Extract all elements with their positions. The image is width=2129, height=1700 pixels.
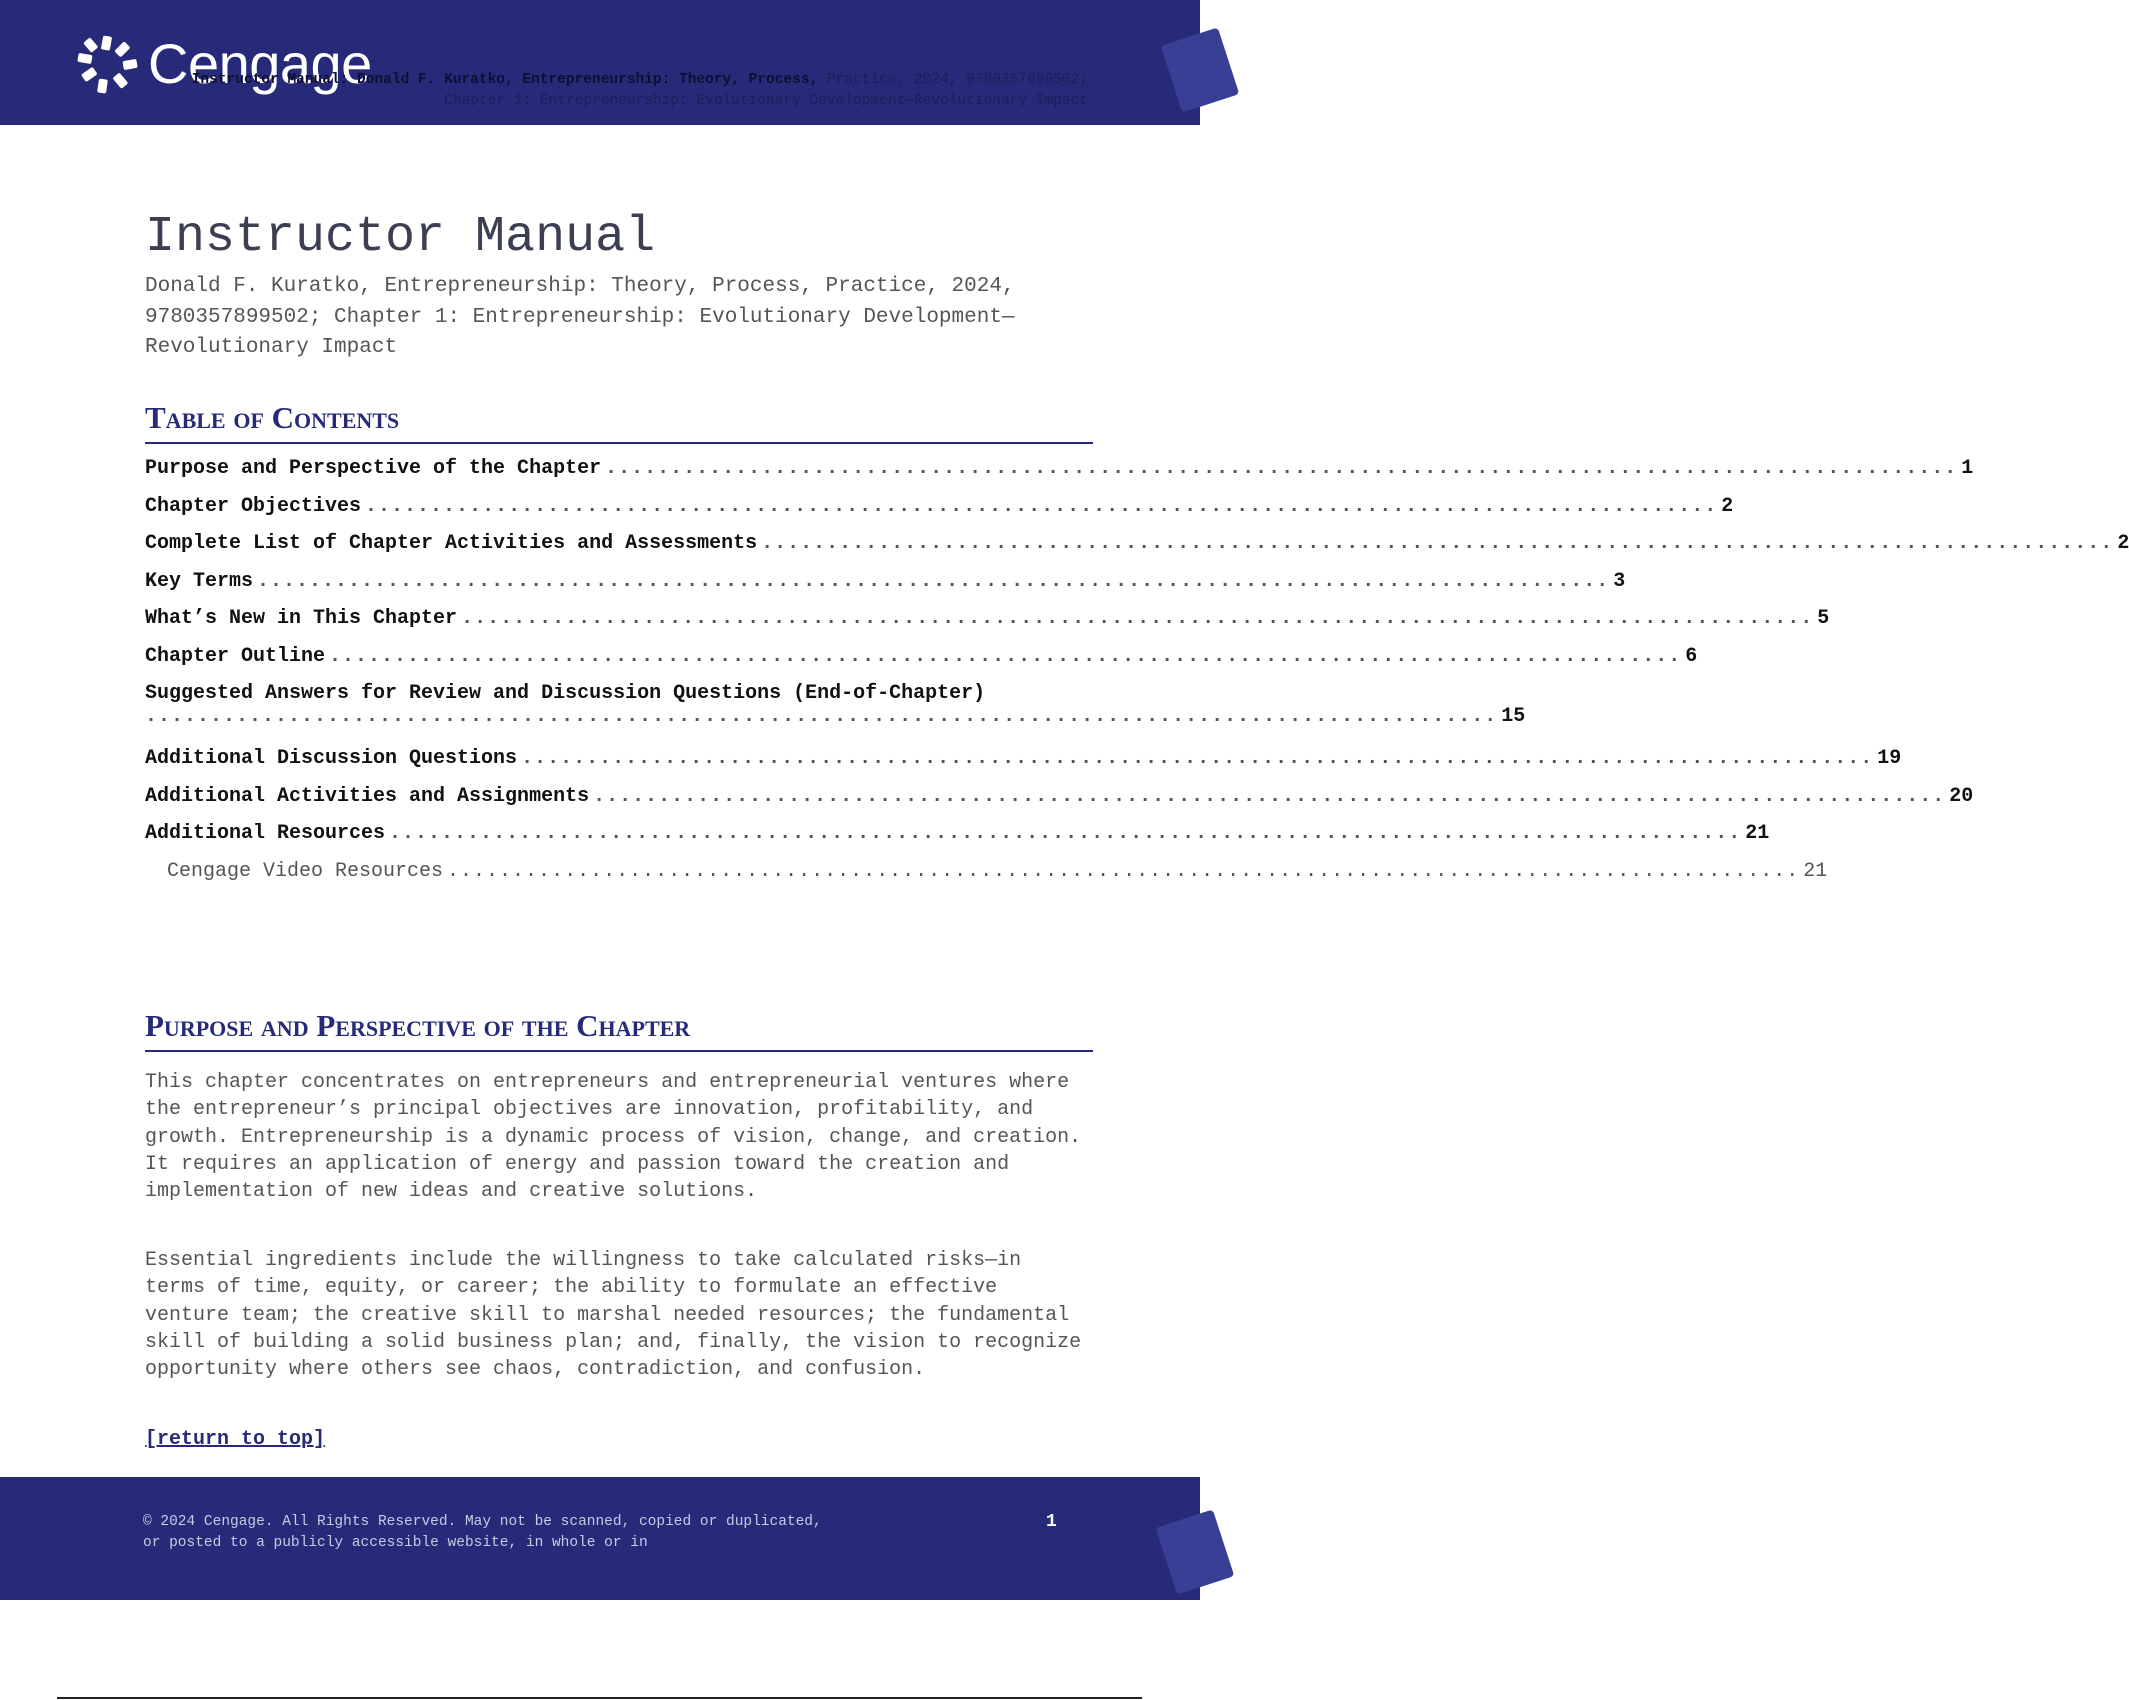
- bottom-divider: [57, 1697, 1142, 1699]
- toc-item-page: 1: [1961, 457, 1974, 480]
- toc-leader: ........................................................................................................: [145, 705, 1498, 728]
- toc-leader: ........................................................................................................: [521, 747, 1874, 770]
- toc-item-additional-resources[interactable]: [145, 822, 1770, 860]
- toc-item-activities-list[interactable]: [145, 532, 2129, 570]
- document-subtitle: Donald F. Kuratko, Entrepreneurship: Theory, Process, Practice, 2024, 9780357899502; Chapter 1: Entrepreneurship: Evolutionary Development—Revolutionary Impact: [145, 275, 1015, 359]
- toc-item-objectives[interactable]: [145, 494, 1734, 533]
- toc-item-label: Purpose and Perspective of the Chapter: [145, 457, 602, 480]
- toc-item-label: Key Terms: [145, 569, 254, 593]
- toc-item-label: Complete List of Chapter Activities and Assessments: [145, 532, 758, 555]
- page-footer: [0, 1477, 1200, 1600]
- table-of-contents: [145, 457, 2129, 897]
- toc-item-label: Cengage Video Resources: [167, 859, 444, 883]
- toc-item-video-resources[interactable]: [145, 859, 1828, 898]
- toc-item-page: 19: [1877, 747, 1902, 770]
- page-number: 1: [1046, 1512, 1057, 1532]
- return-to-top-link[interactable]: [return to top]: [145, 1428, 326, 1451]
- running-head-bold: Instructor Manual: Donald F. Kuratko, Entrepreneurship: Theory, Process,: [191, 72, 819, 88]
- brand-name: Cengage: [148, 32, 372, 95]
- toc-item-page: 6: [1685, 644, 1698, 668]
- toc-leader: ........................................................................................................: [389, 822, 1742, 845]
- toc-item-page: 3: [1613, 569, 1626, 593]
- toc-item-page: 20: [1949, 784, 1974, 808]
- document-title: Instructor Manual: [145, 209, 656, 266]
- toc-leader: ........................................................................................................: [461, 607, 1814, 630]
- toc-item-page: 15: [1501, 705, 1526, 728]
- toc-item-discussion-questions[interactable]: [145, 747, 1902, 785]
- running-head: [188, 70, 1088, 112]
- toc-item-label: Suggested Answers for Review and Discussion Questions (End-of-Chapter): [145, 682, 986, 705]
- toc-item-label: Chapter Outline: [145, 644, 326, 668]
- toc-item-suggested-answers[interactable]: [145, 682, 1526, 747]
- toc-heading: Table of Contents: [145, 398, 1093, 444]
- toc-item-outline[interactable]: [145, 644, 1698, 683]
- toc-item-page: 2: [1721, 494, 1734, 518]
- page-header: [0, 0, 1200, 125]
- toc-item-label: Chapter Objectives: [145, 494, 362, 518]
- toc-item-label: Additional Activities and Assignments: [145, 784, 590, 808]
- toc-item-page: 5: [1817, 607, 1830, 630]
- cengage-burst-icon: [76, 34, 140, 94]
- toc-item-page: 21: [1745, 822, 1770, 845]
- purpose-heading: Purpose and Perspective of the Chapter: [145, 1006, 1093, 1052]
- toc-item-label: What’s New in This Chapter: [145, 607, 458, 630]
- toc-leader: ........................................................................................................: [447, 859, 1800, 883]
- toc-leader: ........................................................................................................: [365, 494, 1718, 518]
- toc-leader: ........................................................................................................: [257, 569, 1610, 593]
- running-head-rest: Practice, 2024, 9780357899502; Chapter 1: Entrepreneurship: Evolutionary Development—Revolutionary Impact: [444, 72, 1088, 109]
- toc-leader: ........................................................................................................: [761, 532, 2114, 555]
- header-decoration: [1161, 27, 1240, 112]
- toc-leader: ........................................................................................................: [593, 784, 1946, 808]
- copyright-notice: © 2024 Cengage. All Rights Reserved. May not be scanned, copied or duplicated, or posted to a publicly accessible website, in whole or in: [143, 1514, 822, 1551]
- toc-item-label: Additional Resources: [145, 822, 386, 845]
- purpose-paragraph-2: Essential ingredients include the willingness to take calculated risks—in terms of time, equity, or career; the ability to formulate an effective venture team; the creative skill to marshal needed resources; the fundamental skill of building a solid business plan; and, finally, the vision to recognize opportunity where others see chaos, contradiction, and confusion.: [145, 1249, 1082, 1382]
- footer-decoration: [1156, 1509, 1235, 1594]
- toc-leader: ........................................................................................................: [605, 457, 1958, 480]
- toc-leader: ........................................................................................................: [329, 644, 1682, 668]
- toc-item-key-terms[interactable]: [145, 569, 1626, 608]
- toc-item-whats-new[interactable]: [145, 607, 1830, 645]
- toc-item-purpose[interactable]: [145, 457, 1974, 495]
- toc-item-label: Additional Discussion Questions: [145, 747, 518, 770]
- purpose-paragraph-1: This chapter concentrates on entrepreneurs and entrepreneurial ventures where the entrepreneur’s principal objectives are innovation, profitability, and growth. Entrepreneurship is a dynamic process of vision, change, and creation. It requires an application of energy and passion toward the creation and implementation of new ideas and creative solutions.: [145, 1071, 1082, 1204]
- toc-item-activities-assignments[interactable]: [145, 784, 1974, 823]
- toc-item-page: 2: [2117, 532, 2129, 555]
- toc-item-page: 21: [1803, 859, 1828, 883]
